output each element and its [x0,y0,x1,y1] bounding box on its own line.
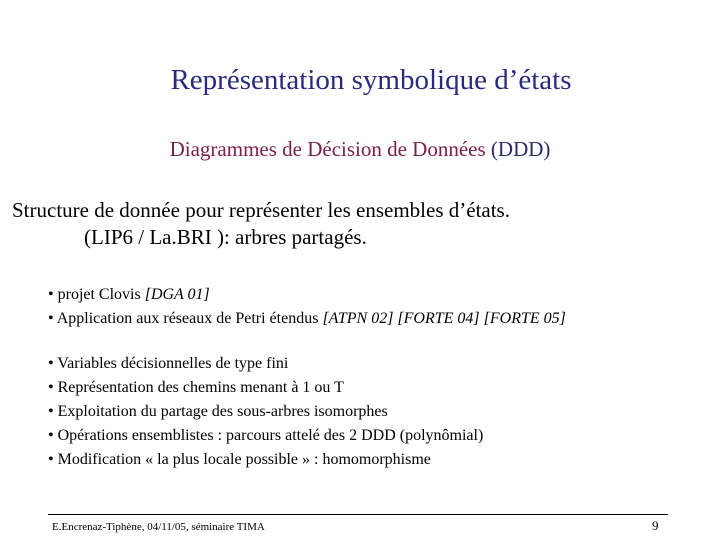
slide-subtitle [0,137,720,162]
bullet-list-features [48,352,483,472]
bullet-text: Représentation des chemins menant à 1 ou T [57,379,344,396]
list-item [48,448,483,472]
list-item [48,400,483,424]
bullet-text: Variables décisionnelles de type fini [57,355,289,372]
bullet-marker: • [48,379,54,396]
bullet-text: Application aux réseaux de Petri étendus [56,310,323,327]
intro-paragraph [12,197,510,251]
bullet-text: projet Clovis [57,286,145,303]
intro-line-2: (LIP6 / La.BRI ): arbres partagés. [84,225,367,249]
bullet-reference: [DGA 01] [144,286,210,303]
bullet-text: Opérations ensemblistes : parcours attelé des 2 DDD (polynômial) [57,427,484,444]
bullet-marker: • [48,355,54,372]
bullet-marker: • [48,403,54,420]
footer-divider [48,514,668,515]
bullet-marker: • [48,427,54,444]
list-item [48,376,483,400]
subtitle-ddd-name: Diagrammes de Décision de Données [169,137,486,161]
bullet-marker: • [48,451,54,468]
list-item [48,283,566,307]
subtitle-ddd-abbr: (DDD) [490,137,551,161]
bullet-list-projects [48,283,566,331]
list-item [48,424,483,448]
page-number: 9 [652,518,659,533]
bullet-marker: • [48,310,54,327]
footer-author-date: E.Encrenaz-Tiphène, 04/11/05, séminaire TIMA [52,521,265,533]
bullet-text: Exploitation du partage des sous-arbres isomorphes [57,403,388,420]
bullet-marker: • [48,286,54,303]
intro-line-1: Structure de donnée pour représenter les ensembles d’états. [12,198,510,222]
list-item [48,352,483,376]
list-item [48,307,566,331]
bullet-reference: [ATPN 02] [FORTE 04] [FORTE 05] [322,310,566,327]
bullet-text: Modification « la plus locale possible » : homomorphisme [57,451,431,468]
slide-title: Représentation symbolique d’états [170,64,572,96]
